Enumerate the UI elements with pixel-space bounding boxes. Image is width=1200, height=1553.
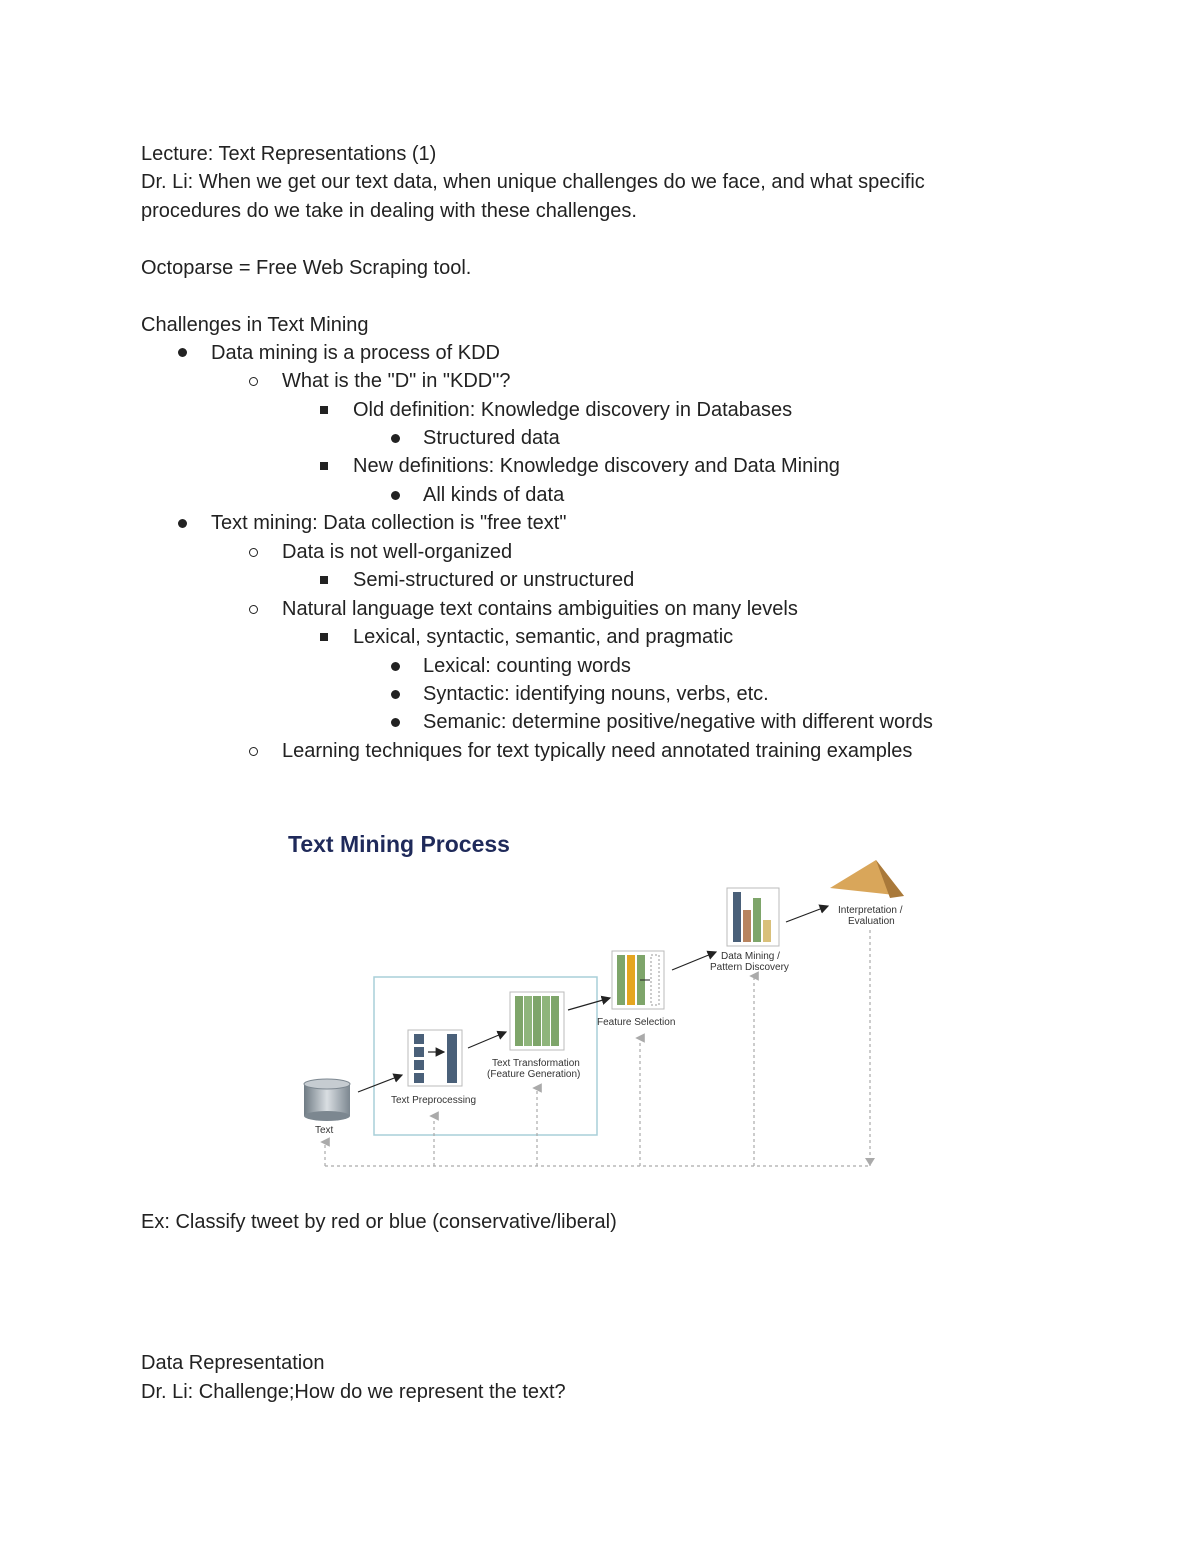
label-data-mining-1: Data Mining / [721,951,780,962]
list-item: Data is not well-organized [282,541,513,563]
bullet-disc-icon [178,519,187,528]
intro-line-2: procedures do we take in dealing with these challenges. [141,200,637,222]
list-item: Lexical: counting words [423,655,631,677]
bullet-square-icon [320,406,328,414]
list-item: Lexical, syntactic, semantic, and pragmatic [353,626,734,648]
list-item: Natural language text contains ambiguities on many levels [282,598,798,620]
data-representation-line: Dr. Li: Challenge;How do we represent the text? [141,1381,566,1403]
pyramid-icon [830,860,904,898]
bullet-square-icon [320,462,328,470]
example-line: Ex: Classify tweet by red or blue (conservative/liberal) [141,1211,617,1233]
list-item: Structured data [423,427,560,449]
list-item: Semanic: determine positive/negative with different words [423,711,933,733]
list-item: Data mining is a process of KDD [211,342,501,364]
label-interpretation-2: Evaluation [848,916,895,927]
label-transformation-1: Text Transformation [492,1058,580,1069]
label-interpretation-1: Interpretation / [838,905,903,916]
feature-selection-icon [612,951,664,1009]
bullet-circle-icon [249,377,258,386]
doc-title: Lecture: Text Representations (1) [141,143,437,165]
list-item: Old definition: Knowledge discovery in Databases [353,399,793,421]
text-mining-process-figure [280,820,920,1180]
bullet-disc-icon [391,690,400,699]
transformation-icon [510,992,564,1050]
list-item: Semi-structured or unstructured [353,569,635,591]
preprocessing-icon [408,1030,462,1086]
bullet-square-icon [320,576,328,584]
label-feature-selection: Feature Selection [597,1017,676,1028]
bullet-circle-icon [249,747,258,756]
bullet-disc-icon [391,662,400,671]
database-icon [304,1079,350,1121]
octoparse-note: Octoparse = Free Web Scraping tool. [141,257,472,279]
feedback-arrow-head [865,1158,875,1166]
list-item: What is the "D" in "KDD"? [282,370,511,392]
data-representation-heading: Data Representation [141,1352,325,1374]
label-data-mining-2: Pattern Discovery [710,962,789,973]
list-item: Text mining: Data collection is "free text" [211,512,567,534]
bullet-disc-icon [391,491,400,500]
bullet-disc-icon [391,718,400,727]
label-transformation-2: (Feature Generation) [487,1069,581,1080]
list-item: New definitions: Knowledge discovery and Data Mining [353,455,840,477]
bullet-disc-icon [178,348,187,357]
bullet-circle-icon [249,548,258,557]
bullet-disc-icon [391,434,400,443]
intro-line-1: Dr. Li: When we get our text data, when unique challenges do we face, and what specific [141,171,925,193]
bullet-square-icon [320,633,328,641]
data-mining-icon [727,888,779,946]
figure-title: Text Mining Process [288,831,510,857]
challenges-heading: Challenges in Text Mining [141,314,369,336]
label-preprocessing: Text Preprocessing [391,1095,477,1106]
list-item: Learning techniques for text typically need annotated training examples [282,740,913,762]
label-text: Text [315,1125,334,1136]
bullet-circle-icon [249,605,258,614]
list-item: All kinds of data [423,484,565,506]
list-item: Syntactic: identifying nouns, verbs, etc. [423,683,769,705]
